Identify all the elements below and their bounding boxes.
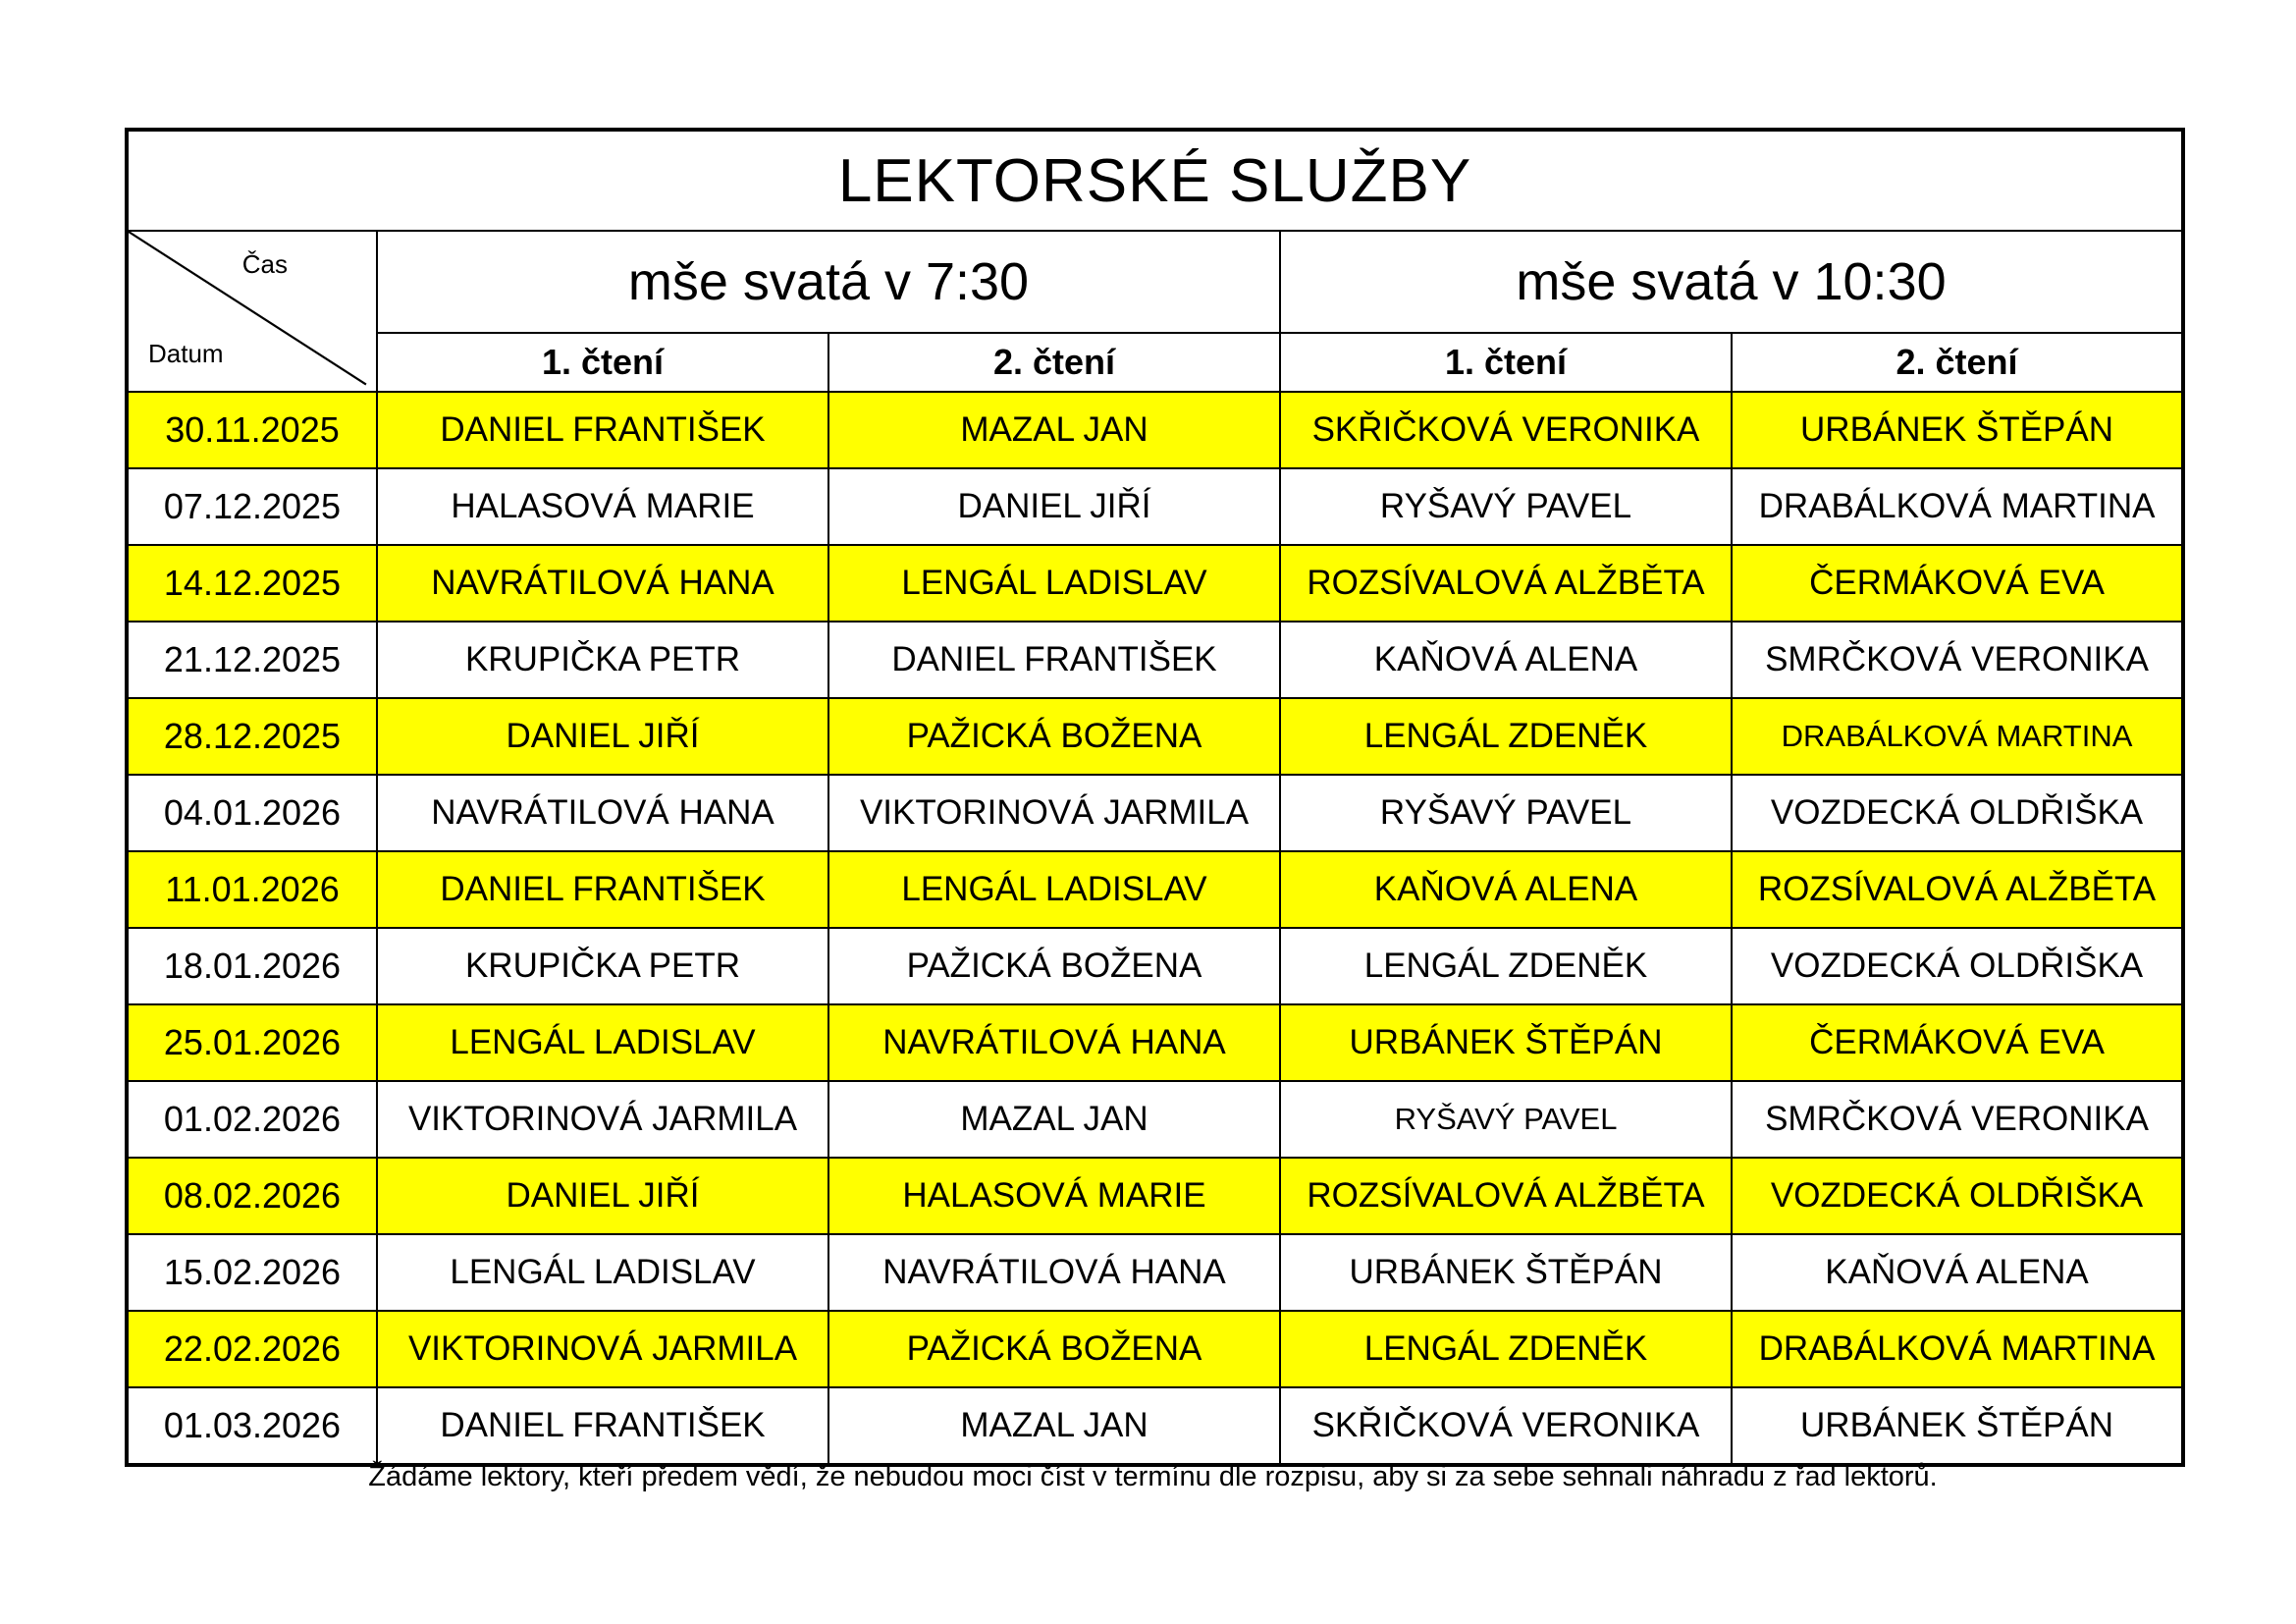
reader-cell: RYŠAVÝ PAVEL — [1280, 775, 1732, 851]
corner-header-cell — [127, 231, 377, 392]
reading-header: 2. čtení — [828, 333, 1280, 392]
reader-cell: URBÁNEK ŠTĚPÁN — [1280, 1004, 1732, 1081]
date-cell: 04.01.2026 — [127, 775, 377, 851]
page-title: LEKTORSKÉ SLUŽBY — [127, 130, 2183, 231]
table-row — [127, 1234, 2183, 1311]
reader-cell: LENGÁL ZDENĚK — [1280, 928, 1732, 1004]
reader-cell: LENGÁL LADISLAV — [377, 1004, 828, 1081]
table-row — [127, 775, 2183, 851]
table-row — [127, 1081, 2183, 1158]
date-cell: 28.12.2025 — [127, 698, 377, 775]
reader-cell: ROZSÍVALOVÁ ALŽBĚTA — [1280, 545, 1732, 622]
date-cell: 08.02.2026 — [127, 1158, 377, 1234]
date-cell: 25.01.2026 — [127, 1004, 377, 1081]
mass-header-1030: mše svatá v 10:30 — [1280, 231, 2183, 333]
reader-cell: NAVRÁTILOVÁ HANA — [828, 1004, 1280, 1081]
reader-cell: KRUPIČKA PETR — [377, 928, 828, 1004]
reader-cell: LENGÁL LADISLAV — [377, 1234, 828, 1311]
date-cell: 22.02.2026 — [127, 1311, 377, 1387]
reader-cell: URBÁNEK ŠTĚPÁN — [1732, 1387, 2183, 1465]
reader-cell: VIKTORINOVÁ JARMILA — [828, 775, 1280, 851]
date-cell: 01.02.2026 — [127, 1081, 377, 1158]
reader-cell: VOZDECKÁ OLDŘIŠKA — [1732, 775, 2183, 851]
reader-cell: ROZSÍVALOVÁ ALŽBĚTA — [1280, 1158, 1732, 1234]
reader-cell: VIKTORINOVÁ JARMILA — [377, 1311, 828, 1387]
reader-cell: ČERMÁKOVÁ EVA — [1732, 545, 2183, 622]
table-row — [127, 392, 2183, 468]
reader-cell: KAŇOVÁ ALENA — [1280, 851, 1732, 928]
reader-cell: DRABÁLKOVÁ MARTINA — [1732, 1311, 2183, 1387]
reader-cell: DRABÁLKOVÁ MARTINA — [1732, 698, 2183, 775]
table-row — [127, 928, 2183, 1004]
reader-cell: DANIEL JIŘÍ — [377, 1158, 828, 1234]
reader-cell: SMRČKOVÁ VERONIKA — [1732, 622, 2183, 698]
reader-cell: SKŘIČKOVÁ VERONIKA — [1280, 392, 1732, 468]
reader-cell: DRABÁLKOVÁ MARTINA — [1732, 468, 2183, 545]
table-row — [127, 468, 2183, 545]
reader-cell: HALASOVÁ MARIE — [377, 468, 828, 545]
reader-cell: VOZDECKÁ OLDŘIŠKA — [1732, 928, 2183, 1004]
reader-cell: SMRČKOVÁ VERONIKA — [1732, 1081, 2183, 1158]
table-row — [127, 851, 2183, 928]
reader-cell: DANIEL FRANTIŠEK — [377, 851, 828, 928]
reader-cell: DANIEL JIŘÍ — [377, 698, 828, 775]
reader-cell: VIKTORINOVÁ JARMILA — [377, 1081, 828, 1158]
reader-cell: MAZAL JAN — [828, 1387, 1280, 1465]
table-row — [127, 698, 2183, 775]
reader-cell: KAŇOVÁ ALENA — [1280, 622, 1732, 698]
table-row — [127, 1158, 2183, 1234]
reader-cell: KAŇOVÁ ALENA — [1732, 1234, 2183, 1311]
reader-cell: ROZSÍVALOVÁ ALŽBĚTA — [1732, 851, 2183, 928]
table-row — [127, 622, 2183, 698]
reader-cell: PAŽICKÁ BOŽENA — [828, 928, 1280, 1004]
reader-cell: NAVRÁTILOVÁ HANA — [828, 1234, 1280, 1311]
reading-header: 2. čtení — [1732, 333, 2183, 392]
reading-header: 1. čtení — [377, 333, 828, 392]
date-cell: 11.01.2026 — [127, 851, 377, 928]
date-cell: 15.02.2026 — [127, 1234, 377, 1311]
date-cell: 30.11.2025 — [127, 392, 377, 468]
reader-cell: LENGÁL LADISLAV — [828, 851, 1280, 928]
reader-cell: MAZAL JAN — [828, 1081, 1280, 1158]
reader-cell: LENGÁL ZDENĚK — [1280, 1311, 1732, 1387]
date-cell: 21.12.2025 — [127, 622, 377, 698]
reader-cell: SKŘIČKOVÁ VERONIKA — [1280, 1387, 1732, 1465]
table-row — [127, 545, 2183, 622]
reader-cell: DANIEL FRANTIŠEK — [377, 1387, 828, 1465]
table-row — [127, 1311, 2183, 1387]
reader-cell: URBÁNEK ŠTĚPÁN — [1732, 392, 2183, 468]
reader-cell: DANIEL FRANTIŠEK — [377, 392, 828, 468]
reader-cell: MAZAL JAN — [828, 392, 1280, 468]
reader-cell: LENGÁL ZDENĚK — [1280, 698, 1732, 775]
reading-header: 1. čtení — [1280, 333, 1732, 392]
reader-cell: ČERMÁKOVÁ EVA — [1732, 1004, 2183, 1081]
date-cell: 07.12.2025 — [127, 468, 377, 545]
reader-cell: HALASOVÁ MARIE — [828, 1158, 1280, 1234]
reader-cell: NAVRÁTILOVÁ HANA — [377, 775, 828, 851]
reader-cell: RYŠAVÝ PAVEL — [1280, 1081, 1732, 1158]
date-axis-label: Datum — [148, 339, 224, 368]
reader-cell: NAVRÁTILOVÁ HANA — [377, 545, 828, 622]
mass-header-0730: mše svatá v 7:30 — [377, 231, 1280, 333]
time-axis-label: Čas — [241, 249, 288, 279]
reader-cell: PAŽICKÁ BOŽENA — [828, 1311, 1280, 1387]
reader-cell: LENGÁL LADISLAV — [828, 545, 1280, 622]
date-cell: 18.01.2026 — [127, 928, 377, 1004]
reader-cell: KRUPIČKA PETR — [377, 622, 828, 698]
reader-cell: PAŽICKÁ BOŽENA — [828, 698, 1280, 775]
reader-cell: URBÁNEK ŠTĚPÁN — [1280, 1234, 1732, 1311]
reader-cell: DANIEL FRANTIŠEK — [828, 622, 1280, 698]
table-row — [127, 1004, 2183, 1081]
date-cell: 14.12.2025 — [127, 545, 377, 622]
reader-cell: DANIEL JIŘÍ — [828, 468, 1280, 545]
reader-cell: RYŠAVÝ PAVEL — [1280, 468, 1732, 545]
table-row — [127, 1387, 2183, 1465]
footer-note: Žádáme lektory, kteří předem vědí, že nebudou moci číst v termínu dle rozpisu, aby si za sebe sehnali náhradu z řad lektorů. — [368, 1461, 1938, 1492]
date-cell: 01.03.2026 — [127, 1387, 377, 1465]
reader-cell: VOZDECKÁ OLDŘIŠKA — [1732, 1158, 2183, 1234]
schedule-table — [125, 128, 2185, 1467]
